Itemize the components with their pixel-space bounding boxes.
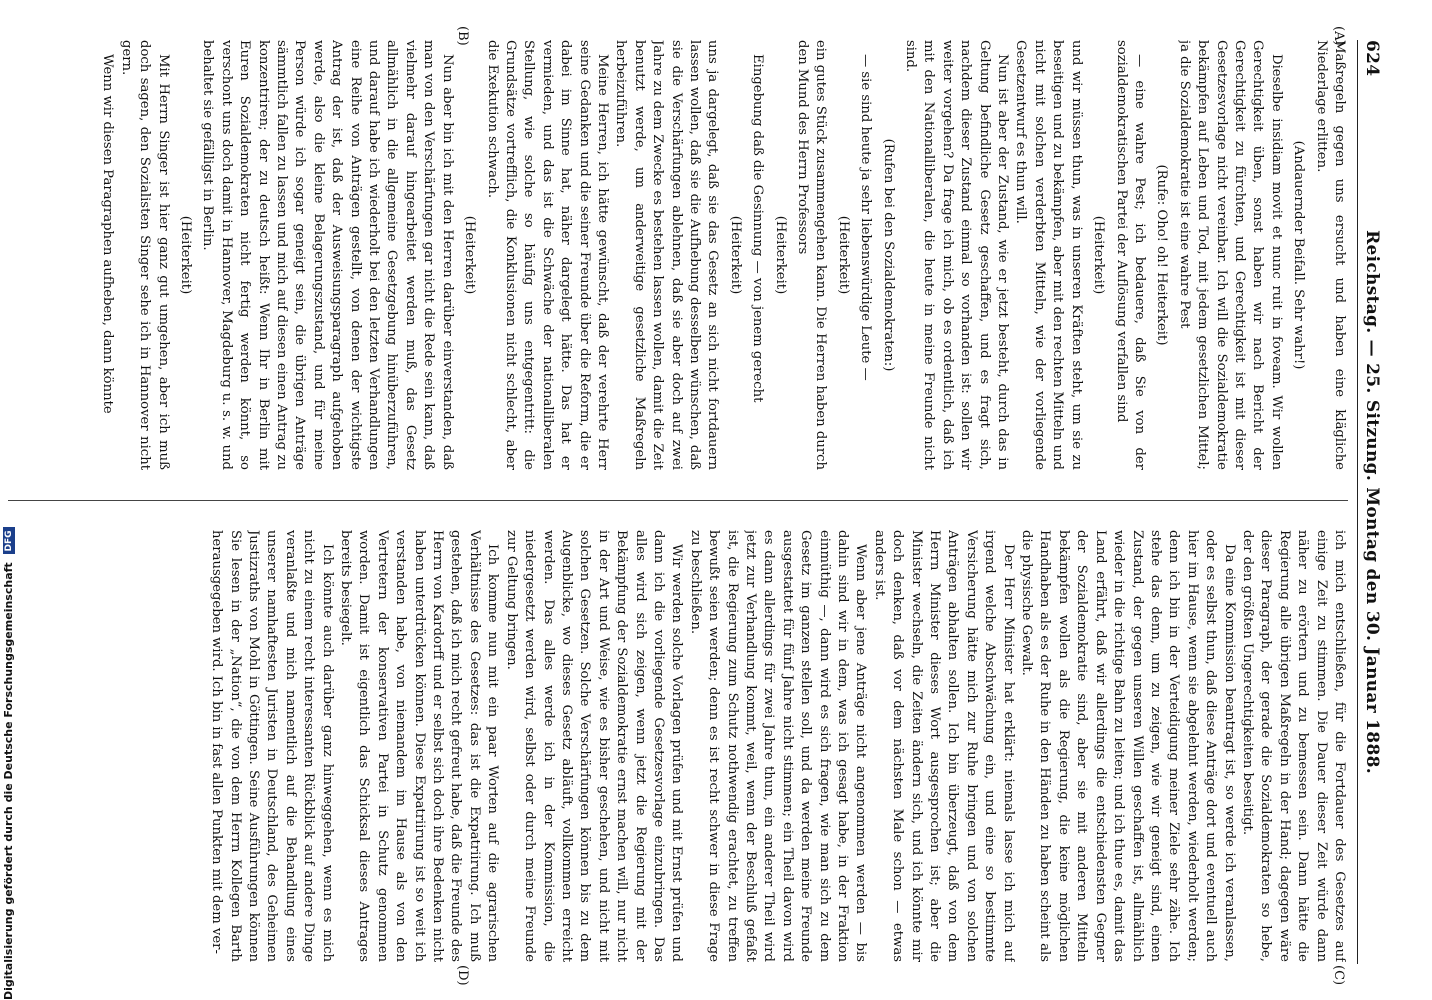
speech-paragraph: Der Herr Minister hat erklärt: niemals lasse ich mich auf irgend welche Abschwächung ein, und eine so bestimmte Versicherung hätte mich zur Ruhe bringen und von solchen Anträgen abhalten sollen. Ich bin überzeugt, daß von dem Herrn Minister dieses Wort ausgesprochen ist; aber die Minister wechseln, die Zeiten ändern sich, und ich könnte mir doch denken, daß vor dem nächsten Male schon — etwas anders ist. [871,530,1016,962]
speech-paragraph: Wenn wir diesen Paragraphen aufheben, dann könnte [100,54,116,414]
left-text-column [8,40,1348,470]
page-number: 624 [1362,40,1382,77]
speech-paragraph: Ich komme nun mit ein paar Worten auf die agrarischen Verhältnisse des Gesetzes: das ist die Expatriirung. Ich muß gestehen, daß ich mich recht gefreut habe, daß die Freunde des Herrn von Kardorff und er selbst sich doch ihre Bedenken nicht haben unterdrücken können. Diese Expatriirung ist so weit ich verstanden habe, von niemandem im Hause als von den Vertretern der konservativen Partei in Schutz genommen worden. Damit ist eigentlich das Schicksal dieses Antrages bereits besiegelt. [338,530,501,962]
speech-paragraph: Maßregeln gegen uns ersucht und haben eine klägliche Niederlage erlitten. [1313,40,1347,470]
page-header [1356,40,1382,964]
sponsor-text: Digitalisierung gefördert durch die Deutsche Forschungsgemeinschaft [2,562,15,1000]
speech-paragraph: ein gutes Stück zusammengehen kann. Die Herren haben durch den Mund des Herrn Professors [795,40,829,470]
stage-remark: (Heiterkeit) [462,215,478,295]
stage-remark: (Rufen bei den Sozialdemokraten:) [880,138,896,372]
dfg-logo: DFG [3,527,15,554]
stage-remark: (Heiterkeit) [772,215,788,295]
speech-paragraph: und wir müssen thun, was in unseren Kräften steht, um sie zu beseitigen und zu bekämpfen, aber mit den rechten Mitteln und nicht mit solchen verderbten Mitteln, wie der vorliegende Gesetzentwurf es thun will. [1013,40,1084,470]
speech-paragraph: Dieselbe insidiam movit et nunc ruit in foveam. Wir wollen Gerechtigkeit üben, sonst haben wir nach Bericht der Gerechtigkeit zu fürchten, und Gerechtigkeit ist mit dieser Gesetzesvorlage nicht vereinbar. Ich will die Sozialdemokratie bekämpfen auf Leben und Tod, mit jedem gesetzlichen Mittel; ja die Sozialdemokratie ist eine wahre Pest [1176,40,1284,470]
header-rule [1357,40,1358,964]
speech-paragraph: uns ja dargelegt, daß sie das Gesetz an sich nicht fortdauern lassen wollen, daß sie die Aufhebung desselben wünschen, daß sie die Verschärfungen ablehnen, daß sie aber doch auf zwei Jahre zu dem Zwecke es bestehen lassen wollen, damit die Zeit benutzt werde, um anderweitige gesetzliche Maßregeln herbeizuführen. [613,40,721,470]
speech-paragraph: — eine wahre Pest; ich bedauere, daß Sie von der sozialdemokratischen Partei der Auflösung verfallen sind [1113,40,1147,470]
speech-paragraph: Nun aber bin ich mit den Herren darüber einverstanden, daß man von den Verschärfungen gar nicht die Rede sein kann, daß vielmehr darauf hingearbeitet werden muß, das Gesetz allmählich in die allgemeine Gesetzgebung hinüberzuführen, und darauf habe ich wiederholt bei den letzten Verhandlungen eine Reihe von Anträgen gestellt, von denen der wichtigste Antrag der ist, daß der Ausweisungsparagraph aufgehoben werde, also die kleine Belagerungszustand, und für meine Person würde ich sogar geneigt sein, die übrigen Anträge sämmtlich fallen zu lassen und mich auf diesen einen Antrag zu konzentriren; der zu deutsch heißt: Wenn Ihr in Berlin mit Euren Sozialdemokraten nicht fertig werden könnt, so verschont uns doch damit in Hannover, Magdeburg u. s. w. und behaltet sie gefälligst in Berlin. [200,40,455,470]
stage-remark: (Heiterkeit) [1091,215,1107,295]
speech-paragraph: Mit Herrn Singer ist hier ganz gut umgehen, aber ich muß doch sagen, den Sozialisten Singer sehe ich in Hannover nicht gern. [118,40,171,470]
speech-paragraph: Meine Herren, ich hätte gewünscht, daß der verehrte Herr seine Gedanken und die seiner Freunde über die Reform, die er dabei im Sinne hat, näher dargelegt hätte. Das hat er vermieden, und das ist die Schwäche der nationalliberalen Stellung, wie solche so häufig uns entgegentritt: die Grundsätze vortrefflich, die Konklusionen nicht schlecht, aber die Exekution schwach. [484,40,610,470]
margin-marker-b: (B) [455,26,470,46]
speech-paragraph: — sie sind heute ja sehr liebenswürdige Leute — [858,54,874,381]
right-text-column [8,530,1348,962]
stage-remark: (Rufe: Oho! oh! Heiterkeit) [1154,164,1170,346]
column-divider [8,500,1348,501]
stage-remark: (Andauernder Beifall. Sehr wahr!) [1291,140,1307,370]
margin-marker-c: (C) [1331,965,1346,986]
speech-paragraph: Ich könnte auch darüber ganz hinweggehen, wenn es mich nicht zu einem recht interessanten Rückblick auf andere Dinge veranlaßte und mich namentlich auf die Behandlung eines unserer namhaftesten Juristen in Deutschland, des Geheimen Justizraths von Mohl in Göttingen. Seine Ausführungen können Sie lesen in der „Nation“, die von dem Herrn Kollegen Barth herausgegeben wird. Ich bin in fast allen Punkten mit dem ver- [209,530,335,962]
speech-paragraph: ich mich entschließen, für die Fortdauer des Gesetzes auf einige Zeit zu stimmen. Die Dauer dieser Zeit würde dann näher zu erörtern und zu bemessen sein. Dann hätte die Regierung alle übrigen Maßregeln in der Hand; dagegen wäre dieser Paragraph, der gerade die Sozialdemokraten so hebe, der den größten Ungerechtigkeiten beseitigt. [1239,530,1347,962]
speech-paragraph: Da eine Kommission beantragt ist, so werde ich veranlassen, oder es selbst thun, daß diese Anträge dort und eventuell auch hier im Hause, wenn sie abgelehnt werden, wiederholt werden; denn ich bin in der Verteidigung meiner Ziele sehr zähe. Ich stehe das denn, um zu zeigen, wie wir geneigt sind, einen Zustand, der gegen unseren Willen geschaffen ist, allmählich wieder in die richtige Bahn zu leiten; und ich thue es, damit das Land erfährt, daß wir allerdings die entschiedensten Gegner der Sozialdemokratie sind, aber sie mit anderen Mitteln bekämpfen wollen als die Regierung, die keine möglichen Handhaben als es der Ruhe in den Händen zu haben scheint als die physische Gewalt. [1019,530,1237,962]
stage-remark: (Heiterkeit) [178,215,194,295]
stage-remark: (Heiterkeit) [835,215,851,295]
margin-marker-a: (A) [1331,26,1346,46]
running-title: Reichstag. — 25. Sitzung. Montag den 30. Januar 1888. [1362,230,1382,774]
speech-paragraph: Eingebung daß die Gesinnung — von jenem gerecht [750,54,766,403]
margin-marker-d: (D) [455,965,470,986]
speech-paragraph: Wir werden solche Vorlagen prüfen und mit Ernst prüfen und dann ich die vorliegende Gesetzesvorlage einzubringen. Das alles wird sich zeigen, wenn jetzt die Regierung mit der Bekämpfung der Sozialdemokratie ernst machen will, nur nicht in der Art und Weise, wie es bisher geschehen, und nicht mit solchen Gesetzen. Solche Verschärfungen können bis zu dem Augenblicke, wo dieses Gesetz abläuft, vollkommen erreicht werden. Das alles werde ich in der Kommission, die niedergesetzt werden wird, selbst oder durch meine Freunde zur Geltung bringen. [503,530,685,962]
speech-paragraph: Wenn aber jene Anträge nicht angenommen werden — bis dahin sind wir in dem, was ich gesagt habe, in der Fraktion einmüthig —, dann wird es sich fragen, wie man sich zu dem Gesetz im ganzen stellen soll, und da werden meine Freunde ausgestattet für fünf Jahre nicht stimmen; ein Theil davon wird es dann allerdings für zwei Jahre thun, ein anderer Theil wird jetzt zur Verhandlung kommt, weil, wenn der Beschluß gefaßt ist, die Regierung zum Schutz nothwendig erachtet, zu treffen bewußt seien werden; denn es ist recht schwer in diese Frage zu beschließen. [687,530,869,962]
speech-paragraph: Nun ist aber der Zustand, wie er jetzt besteht, durch das in Geltung befindliche Gesetz geschaffen, und es fragt sich, nachdem dieser Zustand einmal so vorhanden ist: sollen wir weiter vorgehen? Da frage ich mich, ob es ordentlich, daß ich mit den Nationalliberalen, die heute in meine Freunde nicht sind. [903,40,1011,470]
stage-remark: (Heiterkeit) [727,215,743,295]
sponsor-credit [2,0,16,1000]
